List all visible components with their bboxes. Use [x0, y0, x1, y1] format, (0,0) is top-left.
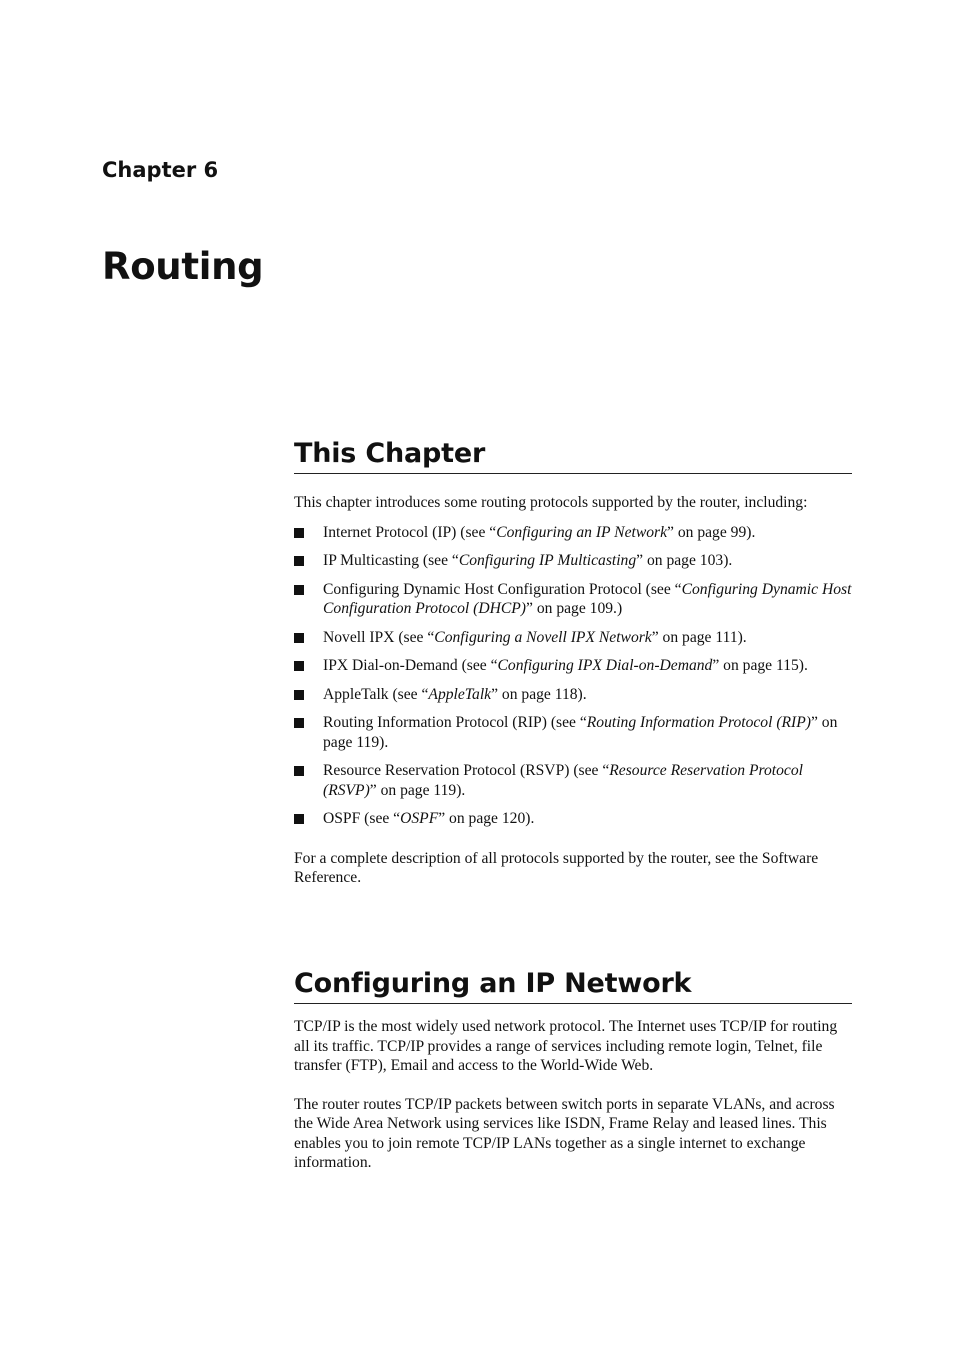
- square-bullet-icon: [294, 528, 304, 538]
- square-bullet-icon: [294, 661, 304, 671]
- square-bullet-icon: [294, 766, 304, 776]
- section-heading-ip-network: Configuring an IP Network: [294, 968, 852, 1004]
- list-item-text: IP Multicasting (see “: [323, 552, 459, 569]
- square-bullet-icon: [294, 718, 304, 728]
- list-item: [294, 685, 852, 705]
- closing-paragraph: For a complete description of all protocols supported by the router, see the Software Reference.: [294, 849, 819, 886]
- page-reference: ” on page 115).: [712, 657, 808, 674]
- chapter-label: Chapter 6: [102, 158, 219, 182]
- list-item: [294, 551, 852, 571]
- ip-paragraph-2: The router routes TCP/IP packets between switch ports in separate VLANs, and across the Wide Area Network using services like ISDN, Frame Relay and leased lines. This enables you to join remote TCP/IP LANs together as a single internet to exchange information.: [294, 1095, 835, 1171]
- section-heading-this-chapter: This Chapter: [294, 438, 852, 474]
- page-reference: ” on page 118).: [491, 685, 587, 703]
- list-item: [294, 761, 852, 800]
- page-reference: ” on page 99).: [667, 523, 756, 541]
- square-bullet-icon: [294, 633, 304, 643]
- list-item: [294, 523, 852, 543]
- section-ip-network: [294, 968, 852, 1173]
- list-item-text: AppleTalk (see “: [323, 685, 429, 703]
- cross-reference-link[interactable]: OSPF: [400, 810, 439, 827]
- chapter-title: Routing: [102, 245, 264, 288]
- page-reference: ” on page 109.): [526, 600, 623, 617]
- list-item: [294, 580, 852, 619]
- square-bullet-icon: [294, 690, 304, 700]
- list-item: [294, 628, 852, 648]
- list-item-text: Internet Protocol (IP) (see “: [323, 523, 497, 541]
- page-reference: ” on page 111).: [651, 628, 747, 646]
- square-bullet-icon: [294, 556, 304, 566]
- cross-reference-link[interactable]: Configuring Dynamic Host Configuration Protocol (DHCP): [323, 580, 852, 617]
- list-item-text: IPX Dial-on-Demand (see “: [323, 657, 498, 674]
- list-item-text: Configuring Dynamic Host Configuration Protocol (see “: [323, 580, 682, 598]
- square-bullet-icon: [294, 814, 304, 824]
- list-item-text: OSPF (see “: [323, 810, 401, 827]
- page-reference: ” on page 119).: [323, 714, 838, 751]
- cross-reference-link[interactable]: Routing Information Protocol (RIP): [586, 714, 811, 731]
- list-item-text: Resource Reservation Protocol (RSVP) (see “: [323, 762, 610, 779]
- list-item: [294, 656, 852, 676]
- list-item: [294, 713, 852, 752]
- page-reference: ” on page 120).: [438, 810, 535, 827]
- cross-reference-link[interactable]: Configuring a Novell IPX Network: [434, 628, 652, 646]
- protocol-list: [294, 523, 852, 829]
- cross-reference-link[interactable]: Configuring IP Multicasting: [458, 552, 637, 569]
- cross-reference-link[interactable]: Configuring an IP Network: [496, 523, 668, 541]
- page-reference: ” on page 119).: [369, 781, 466, 799]
- cross-reference-link[interactable]: Resource Reservation Protocol (RSVP): [323, 762, 803, 799]
- list-item-text: Routing Information Protocol (RIP) (see “: [323, 714, 587, 731]
- cross-reference-link[interactable]: Configuring IPX Dial-on-Demand: [497, 657, 713, 674]
- square-bullet-icon: [294, 585, 304, 595]
- ip-paragraph-1: TCP/IP is the most widely used network protocol. The Internet uses TCP/IP for routing all its traffic. TCP/IP provides a range of services including remote login, Telnet, file transfer (FTP), Email and access to the World-Wide Web.: [294, 1018, 838, 1074]
- list-item-text: Novell IPX (see “: [323, 628, 435, 646]
- list-item: [294, 809, 852, 829]
- cross-reference-link[interactable]: AppleTalk: [428, 685, 492, 703]
- intro-paragraph: This chapter introduces some routing protocols supported by the router, including:: [294, 494, 808, 511]
- page-reference: ” on page 103).: [636, 552, 733, 569]
- section-this-chapter: [294, 438, 852, 888]
